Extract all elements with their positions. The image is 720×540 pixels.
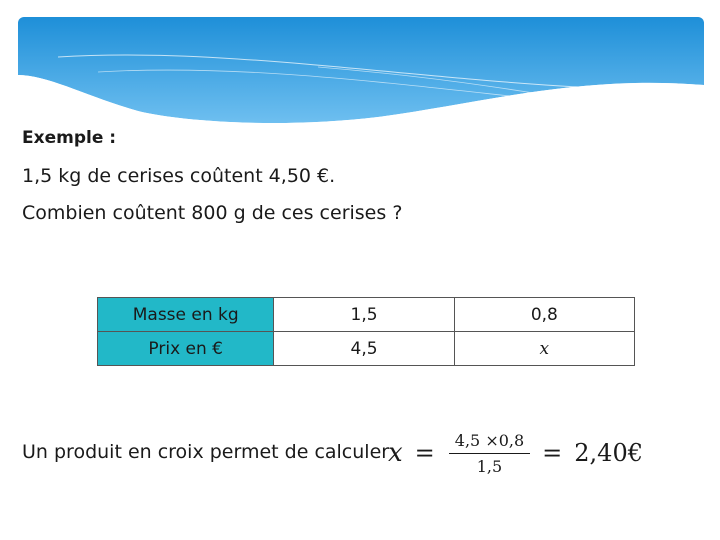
table-cell: 0,8 [454,298,634,332]
table-row [98,298,635,332]
formula-variable: x [388,438,403,468]
formula-result: 2,40€ [574,439,643,467]
cross-product-formula [388,425,643,481]
problem-question: Combien coûtent 800 g de ces cerises ? [22,202,403,224]
fraction-numerator: 4,5 ×0,8 [449,431,530,454]
table-cell: 1,5 [274,298,454,332]
conclusion-text: Un produit en croix permet de calculer [22,441,390,463]
example-heading: Exemple : [22,128,117,148]
row-header-mass: Masse en kg [98,298,274,332]
table-row [98,332,635,366]
equals-sign: = [414,439,435,467]
table-cell: 4,5 [274,332,454,366]
fraction [449,431,530,476]
row-header-price: Prix en € [98,332,274,366]
proportionality-table [97,297,635,366]
equals-sign: = [542,439,563,467]
banner-wave-graphic [18,17,704,127]
unknown-cell: x [454,332,634,366]
fraction-denominator: 1,5 [476,456,503,476]
problem-statement: 1,5 kg de cerises coûtent 4,50 €. [22,165,336,187]
header-banner [18,17,704,127]
